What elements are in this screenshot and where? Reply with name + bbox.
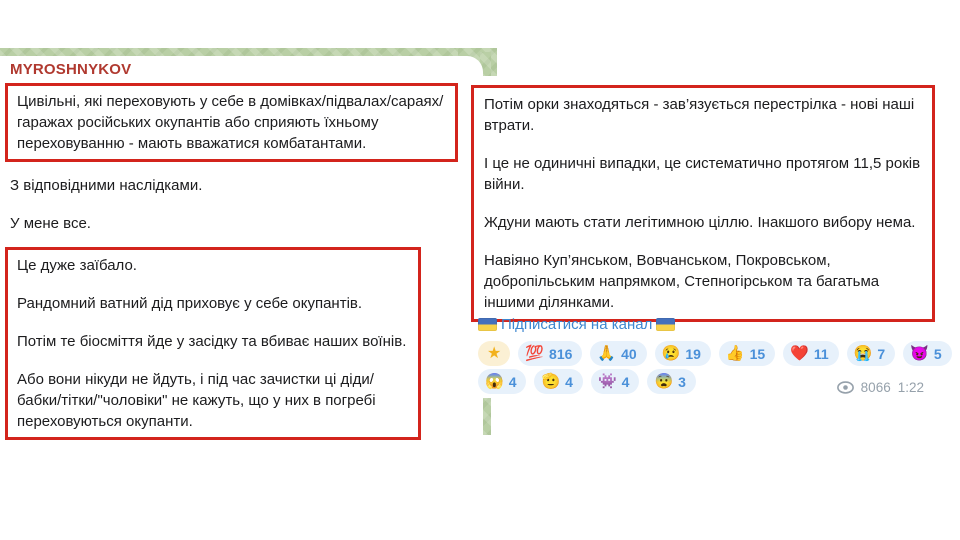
screaming-face-emoji-icon: 😱 (485, 373, 504, 390)
reaction-hundred[interactable] (518, 341, 582, 366)
highlighted-paragraph: Це дуже заїбало. (17, 257, 137, 274)
reaction-count: 11 (813, 345, 829, 362)
reaction-count: 40 (621, 345, 637, 362)
message-paragraph: З відповідними наслідками. (10, 177, 203, 194)
reaction-thumbs-up[interactable] (719, 341, 775, 366)
highlighted-paragraph: Або вони нікуди не йдуть, і під час зачистки ці діди/бабки/тітки/"чоловіки" не кажуть, що у них в погребі переховуються окупанти. (17, 371, 376, 430)
reaction-smiling-devil[interactable] (903, 341, 951, 366)
hundred-emoji-icon: 💯 (525, 345, 545, 362)
highlight-box-3 (471, 85, 935, 322)
message-paragraph: У мене все. (10, 215, 91, 232)
ukraine-flag-icon (478, 318, 497, 331)
fearful-face-emoji-icon: 😨 (654, 373, 674, 390)
highlighted-paragraph: Потім орки знаходяться - зав’язується перестрілка - нові наші втрати. (484, 96, 915, 134)
reaction-screaming-face[interactable] (478, 369, 526, 394)
highlighted-paragraph: І це не одиничні випадки, це систематично протягом 11,5 років війни. (484, 155, 921, 193)
star-emoji-icon: ★ (487, 344, 502, 362)
message-time: 1:22 (897, 380, 924, 395)
red-heart-emoji-icon: ❤️ (790, 345, 809, 362)
reactions-row-1 (478, 341, 952, 366)
subscribe-link[interactable] (478, 316, 675, 333)
highlighted-text-1: Цивільні, які переховують у себе в домівках/підвалах/сараях/гаражах російських окупантів або сприяють їхньому переховуванню - мають вважатися комбатантами. (17, 93, 444, 152)
reaction-count: 4 (621, 373, 630, 390)
views-eye-icon (837, 381, 854, 394)
highlighted-paragraph: Потім те біосміття йде у засідку та вбиває наших воїнів. (17, 333, 407, 350)
highlighted-paragraph: Навіяно Куп’янськом, Вовчанськом, Покровськом, добропільським напрямком, Степногірськом та багатьма іншими ділянками. (484, 252, 880, 311)
reaction-count: 816 (549, 345, 573, 362)
left-message-bubble (0, 56, 483, 480)
views-count: 8066 (860, 380, 891, 395)
loudly-crying-face-emoji-icon: 😭 (853, 345, 873, 362)
channel-name: MYROSHNYKOV (10, 61, 132, 78)
ukraine-flag-icon (656, 318, 675, 331)
subscribe-link-label: Підписатися на канал (501, 316, 653, 333)
reaction-count: 5 (933, 345, 942, 362)
reaction-count: 15 (749, 345, 766, 362)
reaction-count: 4 (565, 373, 573, 390)
highlight-box-2 (5, 247, 421, 440)
reaction-count: 19 (685, 345, 701, 362)
reaction-count: 3 (678, 373, 686, 390)
saluting-face-emoji-icon: 🫡 (541, 373, 561, 390)
reaction-loudly-crying-face[interactable] (847, 341, 895, 366)
alien-monster-emoji-icon: 👾 (597, 373, 617, 390)
reaction-folded-hands[interactable] (590, 341, 646, 366)
reaction-alien-monster[interactable] (591, 369, 639, 394)
reaction-star[interactable] (478, 341, 510, 366)
reaction-saluting-face[interactable] (534, 369, 582, 394)
crying-face-emoji-icon: 😢 (661, 345, 681, 362)
folded-hands-emoji-icon: 🙏 (597, 345, 617, 362)
reaction-count: 4 (508, 373, 517, 390)
reaction-fearful-face[interactable] (647, 369, 695, 394)
highlighted-paragraph: Ждуни мають стати легітимною ціллю. Інакшого вибору нема. (484, 214, 916, 231)
highlighted-paragraph: Рандомний ватний дід приховує у себе окупантів. (17, 295, 363, 312)
highlight-box-1 (5, 83, 458, 162)
thumbs-up-emoji-icon: 👍 (725, 345, 745, 362)
smiling-devil-emoji-icon: 😈 (910, 345, 929, 362)
reaction-count: 7 (877, 345, 886, 362)
reaction-red-heart[interactable] (783, 341, 839, 366)
reactions-row-2 (478, 369, 696, 394)
reaction-crying-face[interactable] (655, 341, 711, 366)
right-message-bubble (466, 76, 944, 398)
message-meta (837, 380, 924, 395)
